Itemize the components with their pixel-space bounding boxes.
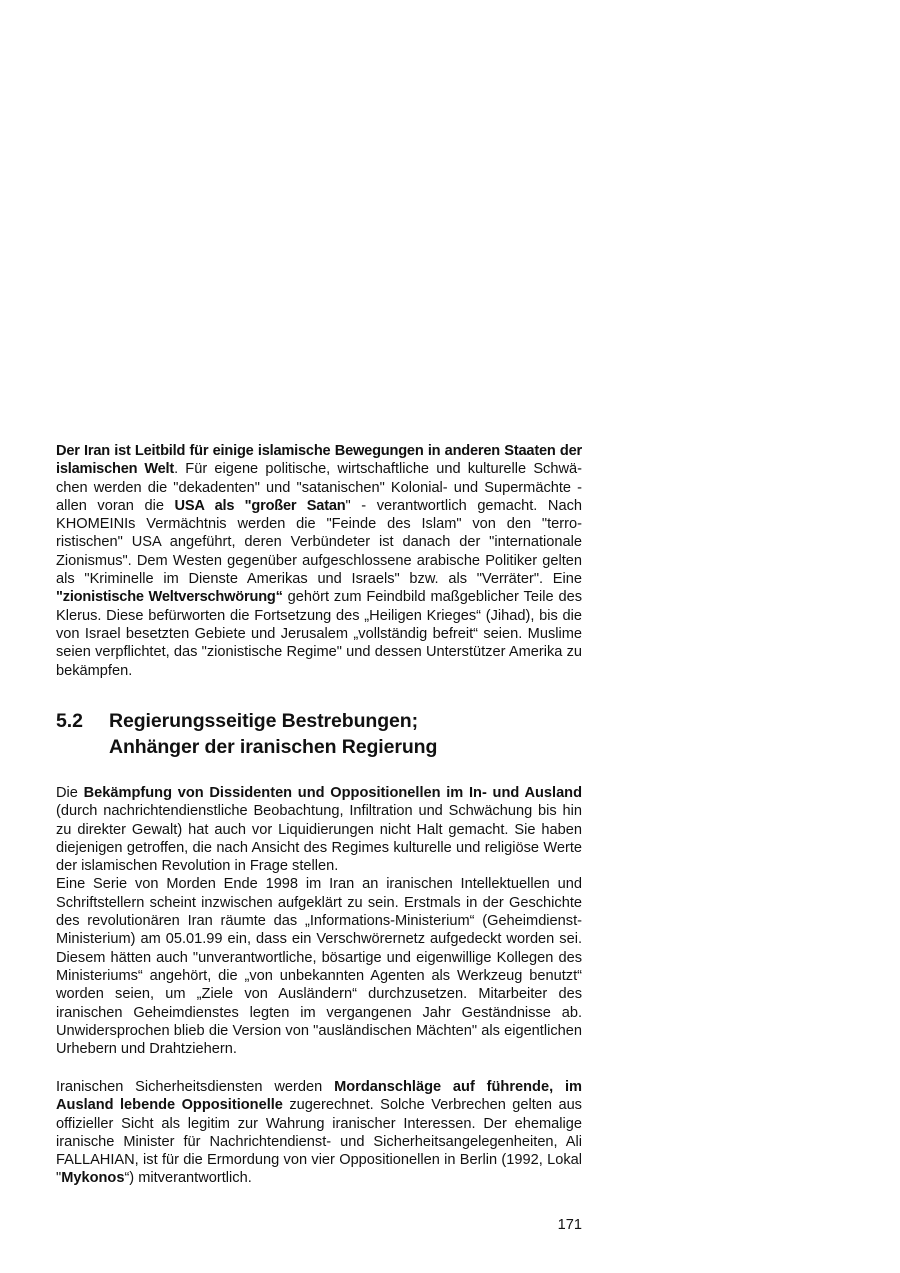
section-title-line1: Regierungsseitige Bestrebungen; xyxy=(109,710,418,732)
text-run: Iranischen Sicherheitsdiensten werden xyxy=(56,1079,335,1095)
paragraph-morde: Eine Serie von Morden Ende 1998 im Iran an iranischen Intellektuellen und Schriftstellern scheint inzwischen aufgeklärt zu sein. Erstmals in der Geschichte des revolutionären Iran räumte das „Informations-Ministerium“ (Geheimdienst-Ministerium) am 05.01.99 ein, dass ein Verschwörernetz aufgedeckt worden sei. Diesem hätten auch "unverantwortliche, bösartige und eigenwillige Kollegen des Ministeriums“ angehört, die „von unbekannten Agenten als Werkzeug benutzt“ worden seien, um „Ziele von Ausländern“ durchzusetzen. Mitarbeiter des iranischen Geheimdienstes legten im vergangenen Jahr Geständnisse ab. Unwidersprochen blieb die Version von "ausländischen Mächten" als eigentlichen Urhebern und Drahtziehern. xyxy=(56,876,582,1058)
section-number: 5.2 xyxy=(56,710,83,732)
section-title-line2: Anhänger der iranischen Regierung xyxy=(109,736,438,758)
paragraph-mordanschlaege xyxy=(56,1078,582,1188)
paragraph-text xyxy=(56,1078,582,1188)
bold-phrase: Mykonos xyxy=(61,1170,125,1187)
paragraph-text xyxy=(56,784,582,875)
text-run: zugerechnet. Solche Verbrechen gelten aus offizieller Sicht als legitim zur Wahrung iranischer Interessen. Der ehemalige iranische Minister für Nachrichtendienst- und Sicherheitsangelegenheiten, Ali FALLAHIAN, ist für die Ermordung von vier Oppositionellen in Berlin (1992, Lokal " xyxy=(56,1097,582,1187)
bold-phrase: Bekämpfung von Dissidenten und Oppositionellen im In- und Ausland xyxy=(83,785,583,801)
bold-phrase: "zionistische Weltverschwörung“ xyxy=(56,589,283,606)
bold-phrase: Der Iran ist Leitbild für einige islamische Bewegungen in anderen Staaten der islamischen Welt xyxy=(56,443,582,478)
paragraph-dissidenten xyxy=(56,784,582,1058)
text-run: . Für eigene politische, wirtschaftliche und kulturelle Schwächen werden die "dekadenten" und "satanischen" Kolonial- und Supermächte - allen voran die xyxy=(56,461,582,514)
bold-phrase: Mordanschläge auf führende, im Ausland lebende Oppositionelle xyxy=(56,1079,582,1114)
text-run: “) mitverantwortlich. xyxy=(124,1170,252,1187)
text-run: " - verantwortlich gemacht. Nach KHOMEINIs Vermächtnis werden die "Feinde des Islam" von den "terroristischen" USA angeführt, deren Verbündeter ist danach der "internationale Zionismus". Dem Westen gegenüber aufgeschlossene arabische Politiker gelten als "Kriminelle im Dienste Amerikas und Israels" bzw. als "Verräter". Eine xyxy=(56,497,582,588)
bold-phrase: USA als "großer Satan xyxy=(174,497,346,514)
paragraph-text xyxy=(56,442,582,680)
section-heading xyxy=(56,708,616,760)
text-run: gehört zum Feindbild maßgeblicher Teile des Klerus. Diese befürworten die Fortsetzung des „Heiligen Krieges“ (Jihad), bis die von Israel besetzten Gebiete und Jerusalem „vollständig befreit“ seien. Muslime seien verpflichtet, das "zionistische Regime" und dessen Unterstützer Amerika zu bekämpfen. xyxy=(56,589,582,679)
text-run: (durch nachrichtendienstliche Beobachtung, Infiltration und Schwächung bis hin zu direkter Gewalt) hat auch vor Liquidierungen nicht Halt gemacht. Sie haben diejenigen getroffen, die nach Ansicht des Regimes kulturelle und religiöse Werte der islamischen Revolution in Frage stellen. xyxy=(56,803,582,875)
page-number: 171 xyxy=(557,1217,582,1233)
text-run: Die xyxy=(56,785,84,801)
paragraph-iran-leitbild xyxy=(56,442,582,680)
